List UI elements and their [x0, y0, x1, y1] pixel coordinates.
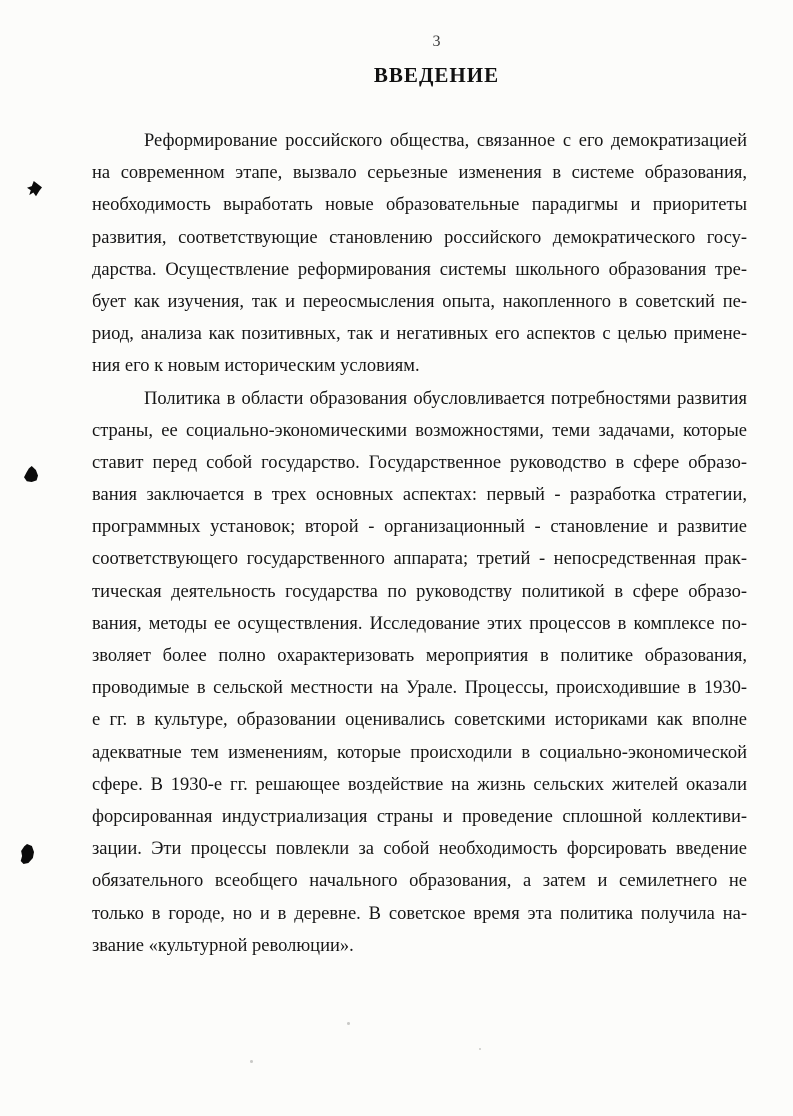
- text-line: Реформирование российского общества, связанное с его демократизацией: [144, 131, 747, 151]
- text-line: е гг. в культуре, образовании оценивались советскими историками как вполне: [92, 710, 747, 731]
- text-line: зации. Эти процессы повлекли за собой необходимость форсировать введение: [92, 839, 747, 860]
- scan-speck-artifact: [479, 1048, 481, 1050]
- body-text: [92, 125, 747, 962]
- text-line: тическая деятельность государства по руководству политикой в сфере образо-: [92, 581, 747, 602]
- text-line: зволяет более полно охарактеризовать мероприятия в политике образования,: [92, 646, 747, 666]
- text-line: страны, ее социально-экономическими возможностями, теми задачами, которые: [92, 420, 747, 441]
- ink-blot-artifact: [20, 844, 34, 864]
- page-number: 3: [432, 33, 441, 50]
- text-line: вания заключается в трех основных аспектах: первый - разработка стратегии,: [92, 485, 747, 506]
- text-line: риод, анализа как позитивных, так и негативных его аспектов с целью примене-: [92, 324, 747, 345]
- text-line: адекватные тем изменениям, которые происходили в социально-экономической: [92, 742, 747, 763]
- text-line: только в городе, но и в деревне. В советское время эта политика получила на-: [92, 903, 747, 924]
- ink-blot-artifact: [27, 181, 42, 197]
- text-line: звание «культурной революции».: [92, 935, 354, 956]
- text-line: развития, соответствующие становлению российского демократического госу-: [92, 227, 747, 248]
- scan-speck-artifact: [250, 1060, 253, 1063]
- text-line: ния его к новым историческим условиям.: [92, 356, 420, 377]
- text-line: обязательного всеобщего начального образования, а затем и семилетнего не: [92, 871, 747, 892]
- text-line: ставит перед собой государство. Государственное руководство в сфере образо-: [92, 452, 747, 473]
- scan-speck-artifact: [347, 1022, 350, 1025]
- text-line: сфере. В 1930-е гг. решающее воздействие на жизнь сельских жителей оказали: [92, 774, 747, 795]
- section-heading: ВВЕДЕНИЕ: [373, 63, 500, 87]
- text-line: вания, методы ее осуществления. Исследование этих процессов в комплексе по-: [92, 613, 747, 634]
- text-line: форсированная индустриализация страны и проведение сплошной коллективи-: [92, 806, 747, 827]
- text-line: бует как изучения, так и переосмысления опыта, накопленного в советский пе-: [92, 291, 747, 312]
- text-line: проводимые в сельской местности на Урале. Процессы, происходившие в 1930-: [92, 678, 747, 699]
- text-line: на современном этапе, вызвало серьезные изменения в системе образования,: [92, 163, 747, 184]
- ink-blot-artifact: [24, 466, 38, 482]
- text-line: необходимость выработать новые образовательные парадигмы и приоритеты: [92, 195, 747, 216]
- text-line: соответствующего государственного аппарата; третий - непосредственная прак-: [92, 549, 747, 570]
- text-line: Политика в области образования обусловливается потребностями развития: [144, 388, 747, 409]
- text-line: дарства. Осуществление реформирования системы школьного образования тре-: [92, 259, 747, 280]
- text-line: программных установок; второй - организационный - становление и развитие: [92, 517, 747, 538]
